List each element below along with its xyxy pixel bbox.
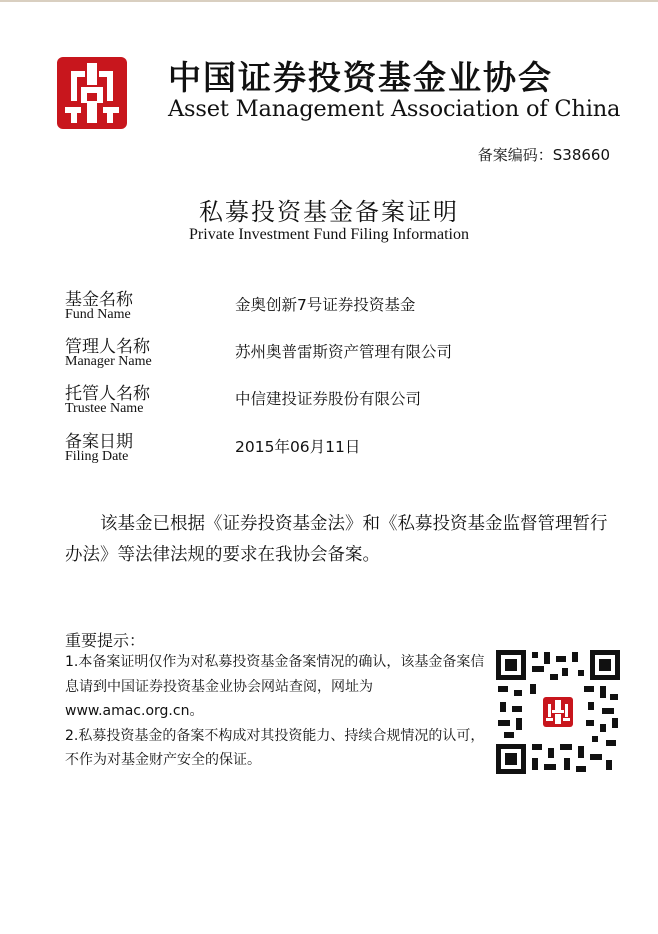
field-value: 2015年06月11日 xyxy=(235,438,361,456)
org-name-en: Asset Management Association of China xyxy=(168,96,621,122)
filing-statement: 该基金已根据《证券投资基金法》和《私募投资基金监督管理暂行办法》等法律法规的要求在我协会备案。 xyxy=(65,514,608,565)
amac-seal-logo-icon xyxy=(57,57,127,129)
field-label-en: Filing Date xyxy=(65,449,129,464)
field-value: 中信建投证券股份有限公司 xyxy=(235,390,422,408)
field-label-cn: 基金名称 xyxy=(65,290,133,310)
field-fund-name xyxy=(65,285,605,333)
qr-code-icon xyxy=(496,650,620,774)
notice-item: 2.私募投资基金的备案不构成对其投资能力、持续合规情况的认可，不作为对基金财产安全的保证。 xyxy=(65,727,485,768)
org-name-cn: 中国证券投资基金业协会 xyxy=(168,58,553,97)
filing-number: 备案编码：S38660 xyxy=(477,146,610,164)
field-label-en: Fund Name xyxy=(65,307,131,322)
notice-title: 重要提示： xyxy=(65,631,146,650)
document-title-en: Private Investment Fund Filing Information xyxy=(189,226,469,243)
field-manager-name xyxy=(65,332,605,380)
field-label-en: Manager Name xyxy=(65,354,152,369)
field-value: 苏州奥普雷斯资产管理有限公司 xyxy=(235,343,453,361)
field-label-cn: 管理人名称 xyxy=(65,337,150,357)
field-label-en: Trustee Name xyxy=(65,401,144,416)
document-title-cn: 私募投资基金备案证明 xyxy=(199,198,459,226)
notice-item: 1.本备案证明仅作为对私募投资基金备案情况的确认，该基金备案信息请到中国证券投资基金业协会网站查阅，网址为www.amac.org.cn。 xyxy=(65,654,485,719)
field-trustee-name xyxy=(65,379,605,427)
notice-body xyxy=(65,650,485,773)
field-filing-date xyxy=(65,427,605,475)
field-value: 金奥创新7号证券投资基金 xyxy=(235,296,416,314)
field-label-cn: 备案日期 xyxy=(65,432,133,452)
top-border xyxy=(0,0,658,2)
field-label-cn: 托管人名称 xyxy=(65,384,150,404)
